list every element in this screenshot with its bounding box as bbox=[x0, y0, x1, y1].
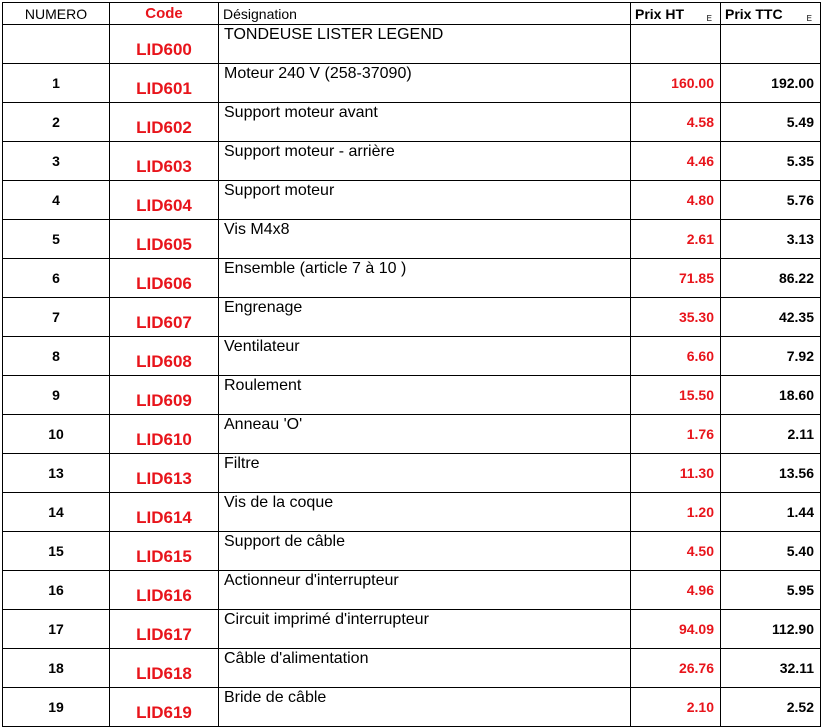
row-numero: 14 bbox=[3, 493, 110, 532]
table-row bbox=[3, 376, 821, 415]
header-prix-ttc bbox=[721, 3, 821, 25]
row-code: LID614 bbox=[110, 493, 219, 532]
row-numero: 8 bbox=[3, 337, 110, 376]
row-prix-ttc: 5.76 bbox=[721, 181, 821, 220]
table-row bbox=[3, 142, 821, 181]
row-designation: Support moteur avant bbox=[219, 103, 631, 142]
row-prix-ttc: 13.56 bbox=[721, 454, 821, 493]
row-code: LID608 bbox=[110, 337, 219, 376]
row-prix-ttc: 1.44 bbox=[721, 493, 821, 532]
row-code: LID601 bbox=[110, 64, 219, 103]
row-prix-ttc: 2.52 bbox=[721, 688, 821, 727]
row-designation: Vis M4x8 bbox=[219, 220, 631, 259]
row-code: LID619 bbox=[110, 688, 219, 727]
header-prix-ht-label: Prix HT bbox=[635, 5, 685, 22]
table-row bbox=[3, 415, 821, 454]
row-prix-ttc: 112.90 bbox=[721, 610, 821, 649]
row-designation: Ensemble (article 7 à 10 ) bbox=[219, 259, 631, 298]
row-code: LID616 bbox=[110, 571, 219, 610]
row-numero: 4 bbox=[3, 181, 110, 220]
table-row bbox=[3, 64, 821, 103]
header-prix-ttc-label: Prix TTC bbox=[725, 5, 783, 22]
row-numero: 18 bbox=[3, 649, 110, 688]
row-code: LID615 bbox=[110, 532, 219, 571]
row-designation: Filtre bbox=[219, 454, 631, 493]
row-prix-ht: 4.50 bbox=[631, 532, 721, 571]
table-row bbox=[3, 688, 821, 727]
row-numero: 9 bbox=[3, 376, 110, 415]
header-numero: NUMERO bbox=[3, 3, 110, 25]
row-code: LID603 bbox=[110, 142, 219, 181]
header-designation: Désignation bbox=[219, 3, 631, 25]
row-numero: 1 bbox=[3, 64, 110, 103]
row-code: LID607 bbox=[110, 298, 219, 337]
row-designation: Vis de la coque bbox=[219, 493, 631, 532]
row-numero: 13 bbox=[3, 454, 110, 493]
row-code: LID600 bbox=[110, 25, 219, 64]
row-prix-ttc: 32.11 bbox=[721, 649, 821, 688]
row-designation: Support moteur - arrière bbox=[219, 142, 631, 181]
row-prix-ht: 2.10 bbox=[631, 688, 721, 727]
row-prix-ttc: 5.40 bbox=[721, 532, 821, 571]
row-prix-ht: 26.76 bbox=[631, 649, 721, 688]
table-row bbox=[3, 181, 821, 220]
row-numero: 19 bbox=[3, 688, 110, 727]
row-numero: 7 bbox=[3, 298, 110, 337]
row-code: LID605 bbox=[110, 220, 219, 259]
table-header-row bbox=[3, 3, 821, 25]
row-numero: 5 bbox=[3, 220, 110, 259]
row-designation: Support moteur bbox=[219, 181, 631, 220]
row-code: LID602 bbox=[110, 103, 219, 142]
row-designation: Anneau 'O' bbox=[219, 415, 631, 454]
row-designation: Engrenage bbox=[219, 298, 631, 337]
row-prix-ttc: 3.13 bbox=[721, 220, 821, 259]
row-designation: Roulement bbox=[219, 376, 631, 415]
row-designation: TONDEUSE LISTER LEGEND bbox=[219, 25, 631, 64]
row-numero: 3 bbox=[3, 142, 110, 181]
table-row bbox=[3, 337, 821, 376]
row-prix-ht bbox=[631, 25, 721, 64]
row-numero: 15 bbox=[3, 532, 110, 571]
row-prix-ttc: 86.22 bbox=[721, 259, 821, 298]
row-prix-ttc: 18.60 bbox=[721, 376, 821, 415]
table-row bbox=[3, 571, 821, 610]
row-prix-ht: 71.85 bbox=[631, 259, 721, 298]
row-prix-ttc: 2.11 bbox=[721, 415, 821, 454]
row-prix-ttc: 5.95 bbox=[721, 571, 821, 610]
row-designation: Support de câble bbox=[219, 532, 631, 571]
row-code: LID606 bbox=[110, 259, 219, 298]
row-designation: Bride de câble bbox=[219, 688, 631, 727]
table-row bbox=[3, 454, 821, 493]
row-prix-ttc: 42.35 bbox=[721, 298, 821, 337]
row-prix-ht: 2.61 bbox=[631, 220, 721, 259]
row-prix-ht: 11.30 bbox=[631, 454, 721, 493]
row-prix-ht: 4.80 bbox=[631, 181, 721, 220]
table-row bbox=[3, 259, 821, 298]
table-row bbox=[3, 25, 821, 64]
row-prix-ht: 1.20 bbox=[631, 493, 721, 532]
row-designation: Ventilateur bbox=[219, 337, 631, 376]
row-designation: Actionneur d'interrupteur bbox=[219, 571, 631, 610]
row-numero: 17 bbox=[3, 610, 110, 649]
row-code: LID609 bbox=[110, 376, 219, 415]
header-code: Code bbox=[110, 3, 219, 25]
row-prix-ht: 4.46 bbox=[631, 142, 721, 181]
row-numero: 16 bbox=[3, 571, 110, 610]
table-row bbox=[3, 610, 821, 649]
row-code: LID617 bbox=[110, 610, 219, 649]
parts-price-table bbox=[2, 2, 821, 727]
row-prix-ht: 160.00 bbox=[631, 64, 721, 103]
row-prix-ttc: 7.92 bbox=[721, 337, 821, 376]
row-numero: 6 bbox=[3, 259, 110, 298]
row-code: LID613 bbox=[110, 454, 219, 493]
table-row bbox=[3, 532, 821, 571]
header-prix-ht-currency: E bbox=[706, 14, 712, 23]
header-prix-ttc-currency: E bbox=[806, 14, 812, 23]
row-prix-ht: 35.30 bbox=[631, 298, 721, 337]
row-prix-ttc: 5.35 bbox=[721, 142, 821, 181]
row-numero: 10 bbox=[3, 415, 110, 454]
row-prix-ht: 94.09 bbox=[631, 610, 721, 649]
table-row bbox=[3, 493, 821, 532]
row-prix-ttc: 192.00 bbox=[721, 64, 821, 103]
row-prix-ht: 4.58 bbox=[631, 103, 721, 142]
row-designation: Circuit imprimé d'interrupteur bbox=[219, 610, 631, 649]
row-numero: 2 bbox=[3, 103, 110, 142]
row-designation: Câble d'alimentation bbox=[219, 649, 631, 688]
row-designation: Moteur 240 V (258-37090) bbox=[219, 64, 631, 103]
table-row bbox=[3, 298, 821, 337]
row-code: LID604 bbox=[110, 181, 219, 220]
row-numero bbox=[3, 25, 110, 64]
table-row bbox=[3, 220, 821, 259]
row-prix-ht: 1.76 bbox=[631, 415, 721, 454]
row-code: LID610 bbox=[110, 415, 219, 454]
row-prix-ht: 15.50 bbox=[631, 376, 721, 415]
row-prix-ttc: 5.49 bbox=[721, 103, 821, 142]
row-prix-ttc bbox=[721, 25, 821, 64]
header-prix-ht bbox=[631, 3, 721, 25]
row-prix-ht: 4.96 bbox=[631, 571, 721, 610]
row-prix-ht: 6.60 bbox=[631, 337, 721, 376]
row-code: LID618 bbox=[110, 649, 219, 688]
table-row bbox=[3, 103, 821, 142]
table-row bbox=[3, 649, 821, 688]
